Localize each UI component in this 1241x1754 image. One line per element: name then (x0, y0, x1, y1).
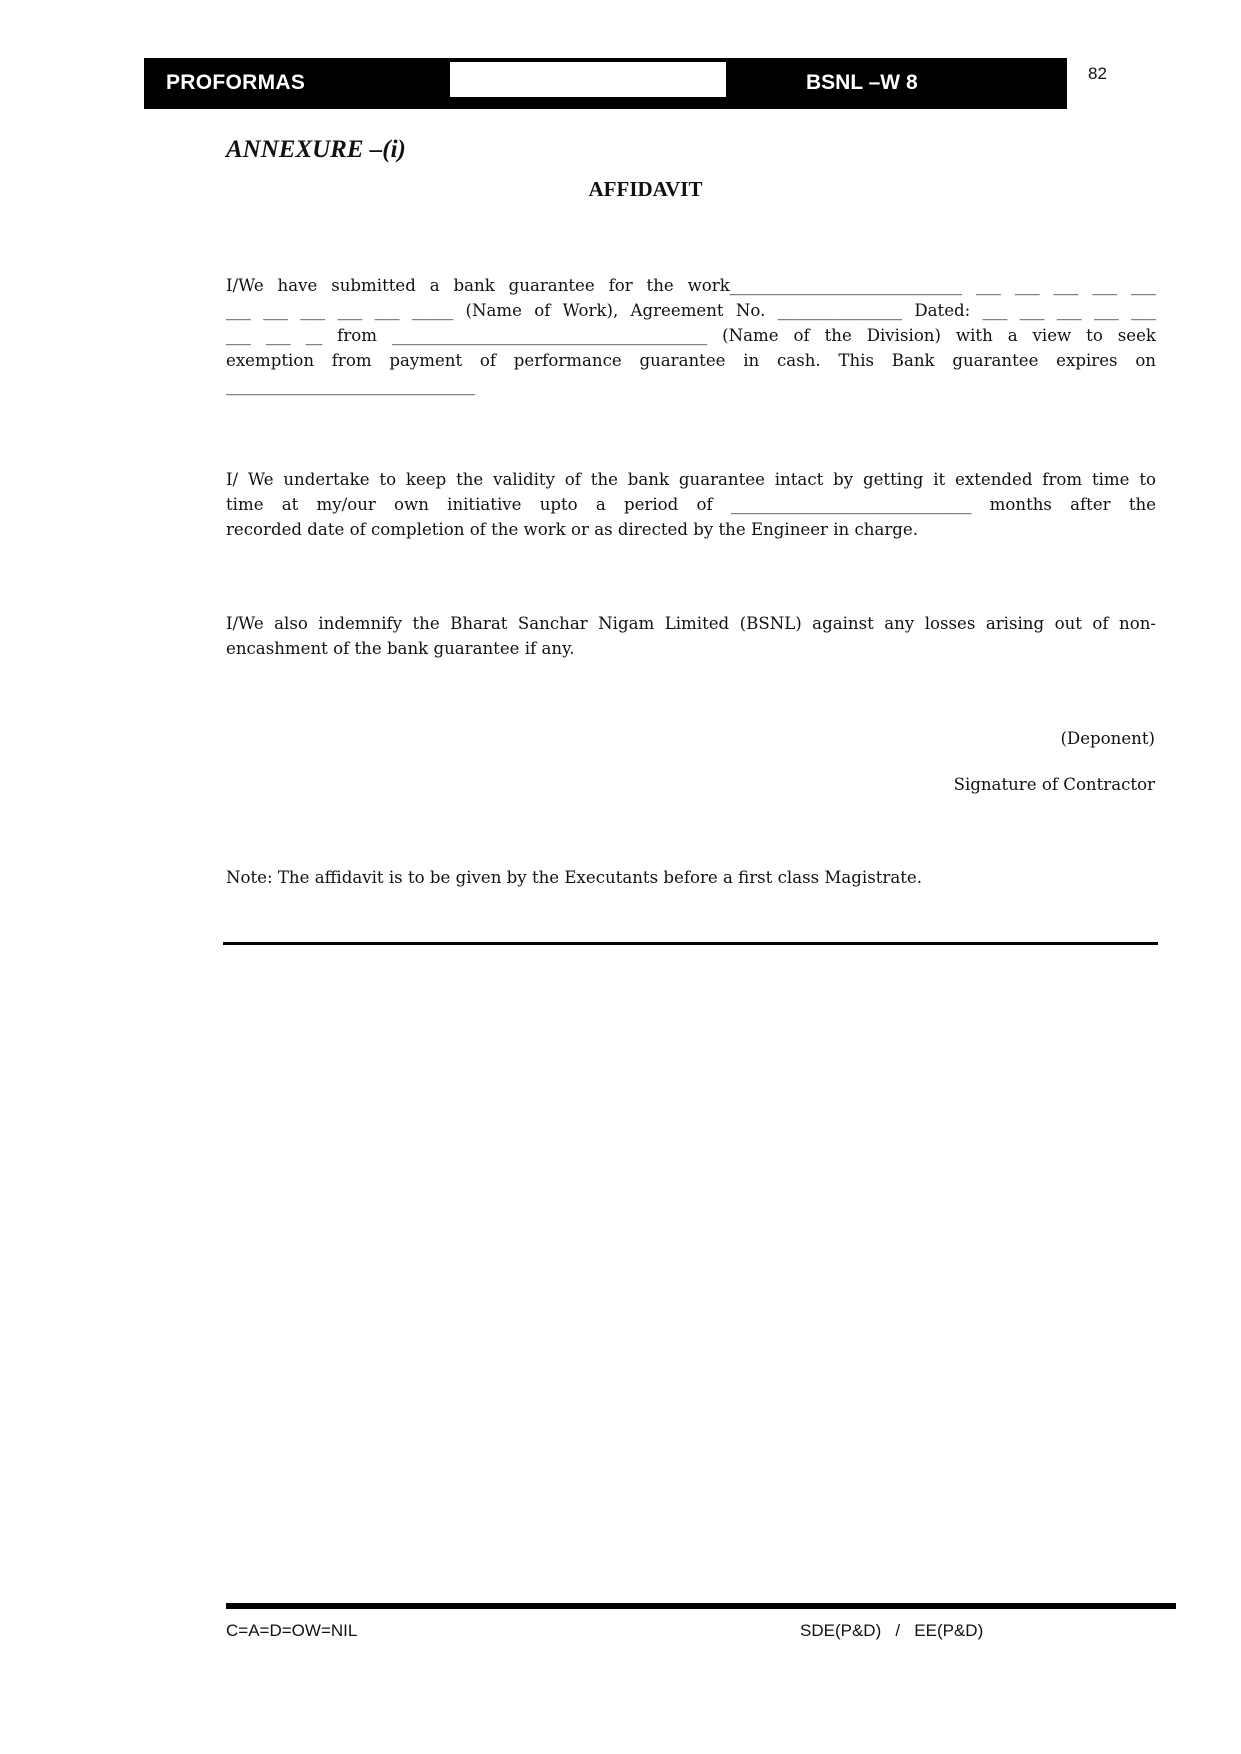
paragraph-line: I/We have submitted a bank guarantee for the work____________________________ ___ ___ ___ ___ ___ (226, 276, 1156, 295)
annexure-heading: ANNEXURE –(i) (226, 136, 406, 163)
footer-left-text: C=A=D=OW=NIL (226, 1621, 358, 1640)
paragraph-line: recorded date of completion of the work or as directed by the Engineer in charge. (226, 520, 919, 539)
header-section-label: PROFORMAS (166, 71, 306, 94)
note-text: Note: The affidavit is to be given by the Executants before a first class Magistrate. (226, 868, 922, 887)
paragraph-line: I/We also indemnify the Bharat Sanchar Nigam Limited (BSNL) against any losses arising out of non- (226, 614, 1156, 633)
paragraph-line: ___ ___ __ from ______________________________________ (Name of the Division) with a view to seek (226, 326, 1156, 345)
paragraph-line: time at my/our own initiative upto a period of _____________________________ months after the (226, 495, 1156, 514)
header-document-code: BSNL –W 8 (806, 71, 918, 94)
paragraph-bank-guarantee (226, 273, 1156, 398)
paragraph-line: exemption from payment of performance guarantee in cash. This Bank guarantee expires on (226, 351, 1156, 370)
footer-divider (226, 1603, 1176, 1609)
header-blank-box (450, 62, 726, 97)
page-number: 82 (1088, 64, 1107, 83)
paragraph-indemnify (226, 611, 1156, 661)
paragraph-line: ______________________________ (226, 376, 475, 395)
page-title: AFFIDAVIT (588, 177, 703, 201)
paragraph-line: ___ ___ ___ ___ ___ _____ (Name of Work), Agreement No. _______________ Dated: ___ ___ ___ ___ ___ (226, 301, 1156, 320)
footer-right-text: SDE(P&D) / EE(P&D) (800, 1621, 984, 1640)
paragraph-line: encashment of the bank guarantee if any. (226, 639, 575, 658)
paragraph-line: I/ We undertake to keep the validity of the bank guarantee intact by getting it extended from time to (226, 470, 1156, 489)
content-divider (223, 942, 1158, 945)
signature-label: Signature of Contractor (953, 775, 1155, 794)
deponent-label: (Deponent) (1060, 729, 1155, 748)
paragraph-validity (226, 467, 1156, 542)
header-bar (144, 58, 1067, 109)
